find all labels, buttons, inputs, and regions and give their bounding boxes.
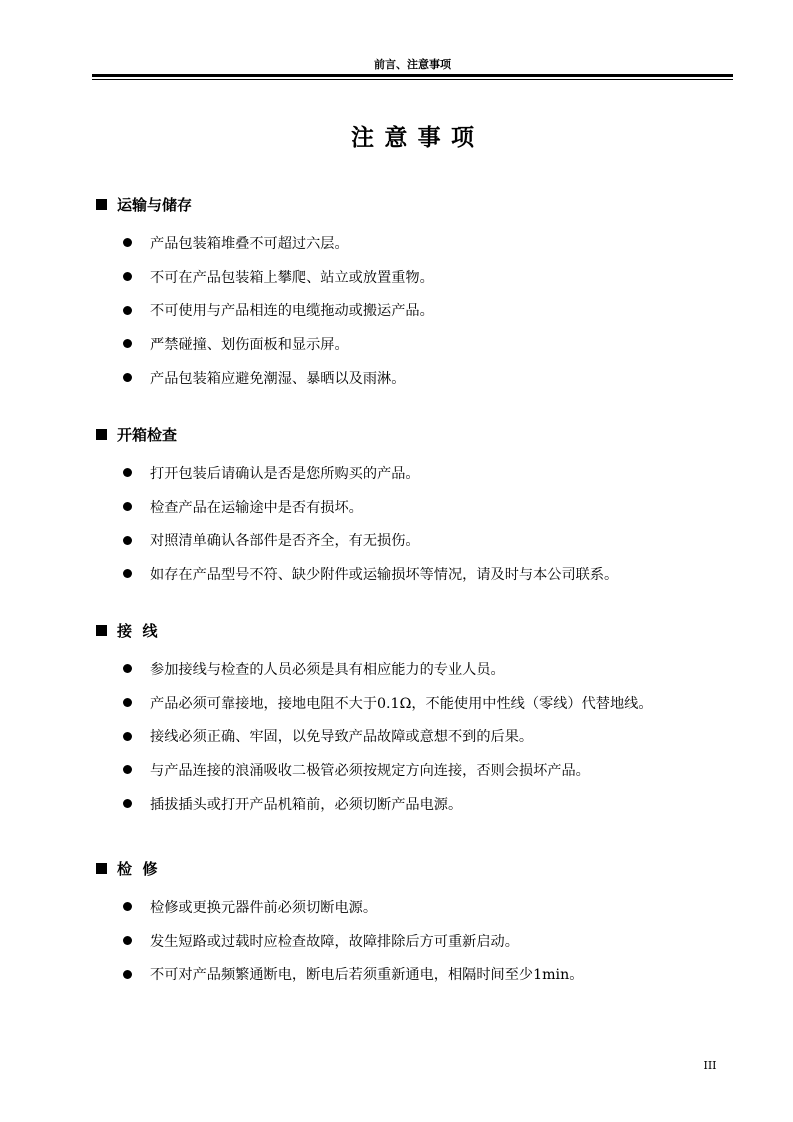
list-item	[96, 652, 736, 686]
list-item	[96, 260, 736, 294]
bullet-dot-icon	[123, 569, 132, 578]
bullet-dot-icon	[123, 902, 132, 911]
section-heading	[96, 422, 736, 446]
section-heading-text: 检 修	[117, 859, 158, 878]
bullet-dot-icon	[123, 698, 132, 707]
list-item	[96, 226, 736, 260]
list-item	[96, 327, 736, 361]
list-item	[96, 557, 736, 591]
bullet-dot-icon	[123, 468, 132, 477]
section-heading	[96, 618, 736, 642]
list-item-text: 产品包装箱应避免潮湿、暴晒以及雨淋。	[150, 370, 406, 387]
page-title: 注意事项	[350, 125, 485, 151]
square-bullet-icon	[96, 863, 107, 874]
list-item-text: 不可在产品包装箱上攀爬、站立或放置重物。	[150, 269, 434, 286]
section-heading-text: 接 线	[117, 621, 158, 640]
list-item	[96, 890, 736, 924]
bullet-dot-icon	[123, 664, 132, 673]
section-heading-text: 开箱检查	[117, 425, 178, 444]
bullet-dot-icon	[123, 502, 132, 511]
list-item-text: 检查产品在运输途中是否有损坏。	[150, 499, 363, 516]
bullet-dot-icon	[123, 936, 132, 945]
bullet-list	[96, 456, 736, 591]
list-item-text: 不可使用与产品相连的电缆拖动或搬运产品。	[150, 303, 434, 320]
list-item-text: 产品必须可靠接地，接地电阻不大于0.1Ω，不能使用中性线（零线）代替地线。	[150, 695, 653, 712]
bullet-dot-icon	[123, 799, 132, 808]
bullet-list	[96, 652, 736, 820]
section-heading	[96, 856, 736, 880]
section-maintenance	[96, 856, 736, 991]
list-item-text: 接线必须正确、牢固，以免导致产品故障或意想不到的后果。	[150, 729, 534, 746]
bullet-dot-icon	[123, 970, 132, 979]
bullet-list	[96, 890, 736, 991]
list-item	[96, 361, 736, 395]
bullet-dot-icon	[123, 536, 132, 545]
list-item-text: 不可对产品频繁通断电，断电后若须重新通电，相隔时间至少1min。	[150, 967, 584, 984]
list-item	[96, 787, 736, 821]
list-item	[96, 686, 736, 720]
list-item-text: 严禁碰撞、划伤面板和显示屏。	[150, 336, 349, 353]
bullet-dot-icon	[123, 373, 132, 382]
bullet-list	[96, 226, 736, 394]
bullet-dot-icon	[123, 272, 132, 281]
section-wiring	[96, 618, 736, 820]
list-item	[96, 490, 736, 524]
list-item-text: 对照清单确认各部件是否齐全，有无损伤。	[150, 533, 420, 550]
square-bullet-icon	[96, 429, 107, 440]
list-item-text: 产品包装箱堆叠不可超过六层。	[150, 235, 349, 252]
list-item-text: 检修或更换元器件前必须切断电源。	[150, 899, 378, 916]
header-rule-thin	[92, 79, 733, 80]
bullet-dot-icon	[123, 306, 132, 315]
list-item	[96, 293, 736, 327]
bullet-dot-icon	[123, 765, 132, 774]
list-item	[96, 523, 736, 557]
list-item	[96, 753, 736, 787]
section-transport-storage	[96, 192, 736, 394]
list-item-text: 如存在产品型号不符、缺少附件或运输损坏等情况，请及时与本公司联系。	[150, 566, 619, 583]
bullet-dot-icon	[123, 732, 132, 741]
list-item-text: 发生短路或过载时应检查故障，故障排除后方可重新启动。	[150, 933, 519, 950]
square-bullet-icon	[96, 199, 107, 210]
square-bullet-icon	[96, 625, 107, 636]
section-heading	[96, 192, 736, 216]
list-item	[96, 957, 736, 991]
list-item-text: 打开包装后请确认是否是您所购买的产品。	[150, 465, 420, 482]
page-number: III	[703, 1059, 717, 1072]
list-item	[96, 456, 736, 490]
list-item-text: 参加接线与检查的人员必须是具有相应能力的专业人员。	[150, 661, 505, 678]
list-item-text: 插拔插头或打开产品机箱前，必须切断产品电源。	[150, 796, 463, 813]
list-item-text: 与产品连接的浪涌吸收二极管必须按规定方向连接，否则会损坏产品。	[150, 762, 590, 779]
bullet-dot-icon	[123, 339, 132, 348]
bullet-dot-icon	[123, 238, 132, 247]
list-item	[96, 924, 736, 958]
running-header: 前言、注意事项	[374, 58, 451, 71]
header-rule-thick	[92, 74, 733, 77]
section-heading-text: 运输与储存	[117, 195, 193, 214]
section-unboxing-inspection	[96, 422, 736, 591]
list-item	[96, 719, 736, 753]
